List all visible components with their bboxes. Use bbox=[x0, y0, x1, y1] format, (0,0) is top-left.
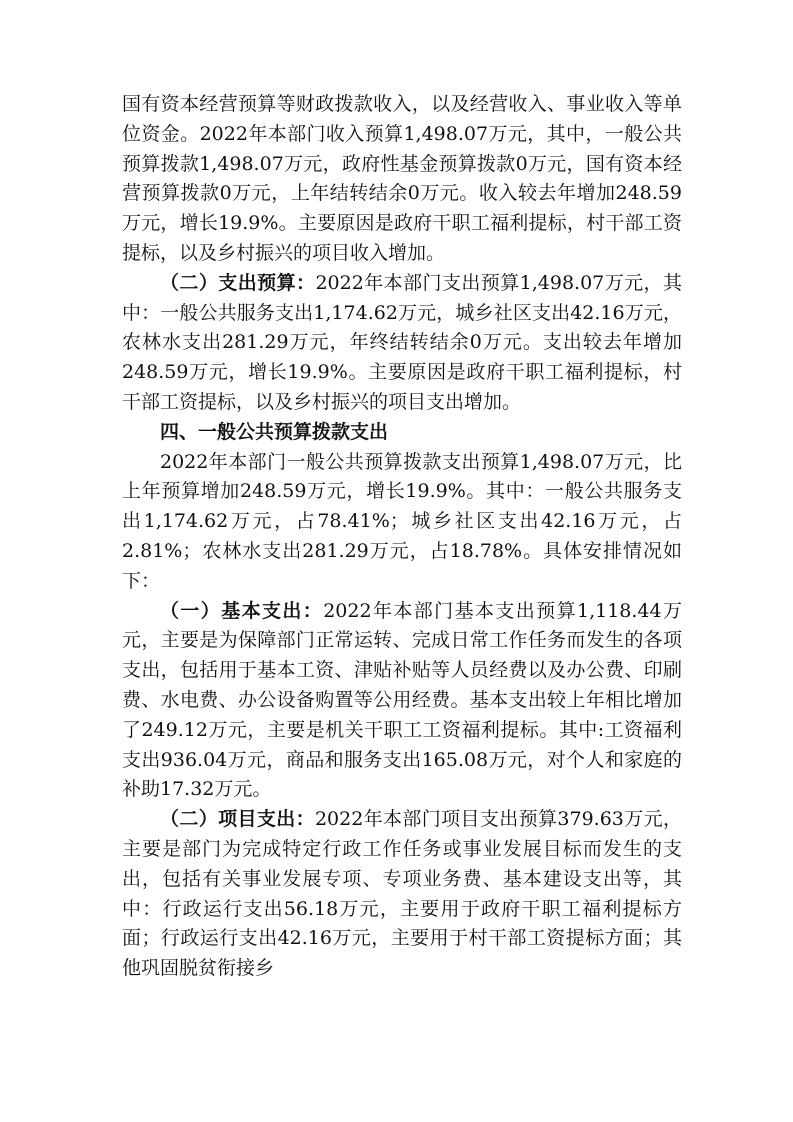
section-heading-general-budget: 四、一般公共预算拨款支出 bbox=[160, 420, 389, 443]
paragraph-project-expenditure bbox=[122, 805, 682, 984]
paragraph-basic-expenditure-text: 2022年本部门基本支出预算1,118.44万元，主要是为保障部门正常运转、完成日常工作任务而发生的各项支出，包括用于基本工资、津贴补贴等人员经费以及办公费、印刷费、水电费、办公设备购置等公用经费。基本支出较上年相比增加了249.12万元，主要是机关干职工工资福利提标。其中:工资福利支出936.04万元，商品和服务支出165.08万元，对个人和家庭的补助17.32万元。 bbox=[122, 599, 682, 801]
section-label-basic-expenditure: （一）基本支出： bbox=[160, 599, 324, 622]
paragraph-basic-expenditure bbox=[122, 597, 682, 806]
paragraph-project-expenditure-text: 2022年本部门项目支出预算379.63万元，主要是部门为完成特定行政工作任务或事业发展目标而发生的支出，包括有关事业发展专项、专项业务费、基本建设支出等，其中：行政运行支出56.18万元，主要用于政府干职工福利提标方面；行政运行支出42.16万元，主要用于村干部工资提标方面；其他巩固脱贫衔接乡 bbox=[122, 808, 682, 980]
section-label-expenditure-budget: （二）支出预算： bbox=[160, 271, 316, 294]
paragraph-general-budget: 2022年本部门一般公共预算拨款支出预算1,498.07万元，比上年预算增加248.59万元，增长19.9%。其中：一般公共服务支出1,174.62万元，占78.41%；城乡社区支出42.16万元，占2.81%；农林水支出281.29万元，占18.78%。具体安排情况如下： bbox=[122, 450, 682, 592]
paragraph-expenditure-budget-text: 2022年本部门支出预算1,498.07万元，其中：一般公共服务支出1,174.62万元，城乡社区支出42.16万元，农林水支出281.29万元，年终结转结余0万元。支出较去年增加248.59万元，增长19.9%。主要原因是政府干职工福利提标，村干部工资提标，以及乡村振兴的项目支出增加。 bbox=[122, 271, 682, 413]
section-label-project-expenditure: （二）项目支出： bbox=[160, 808, 315, 831]
document-body bbox=[122, 90, 682, 984]
paragraph-expenditure-budget bbox=[122, 269, 682, 418]
paragraph-income-continued: 国有资本经营预算等财政拨款收入，以及经营收入、事业收入等单位资金。2022年本部门收入预算1,498.07万元，其中，一般公共预算拨款1,498.07万元，政府性基金预算拨款0万元，国有资本经营预算拨款0万元，上年结转结余0万元。收入较去年增加248.59万元，增长19.9%。主要原因是政府干职工福利提标，村干部工资提标，以及乡村振兴的项目收入增加。 bbox=[122, 93, 682, 264]
